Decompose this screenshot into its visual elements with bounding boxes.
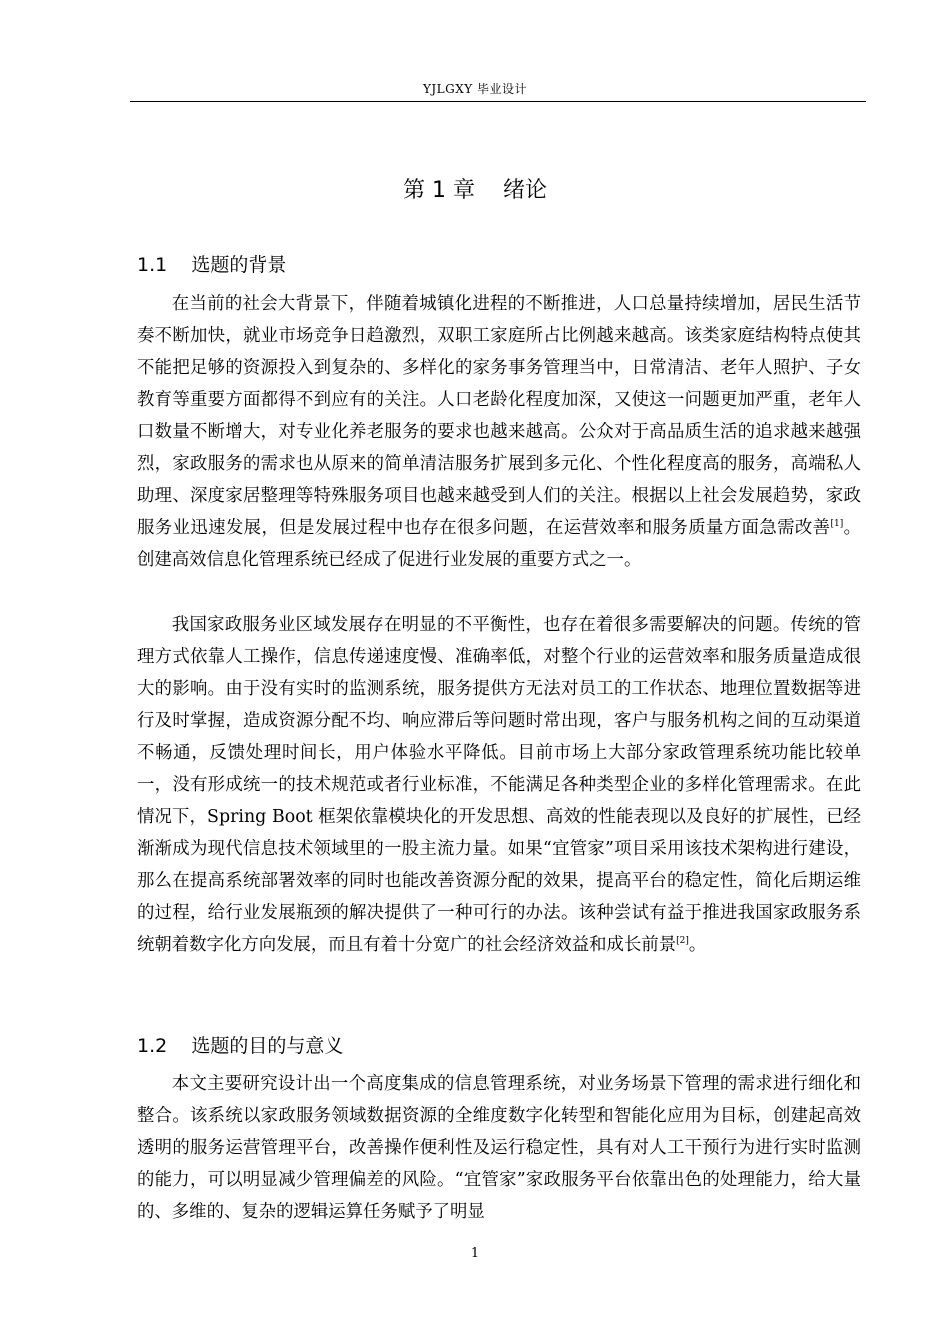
section-title-purpose: 1.2 选题的目的与意义 <box>137 1035 344 1057</box>
running-header: YJLGXY 毕业设计 <box>422 82 528 96</box>
page-number: 1 <box>470 1246 480 1261</box>
paragraph-background-2: 我国家政服务业区域发展存在明显的不平衡性，也存在着很多需要解决的问题。传统的管理方式依靠人工操作，信息传递速度慢、准确率低，对整个行业的运营效率和服务质量造成很大的影响。由于没有实时的监测系统，服务提供方无法对员工的工作状态、地理位置数据等进行及时掌握，造成资源分配不均、响应滞后等问题时常出现，客户与服务机构之间的互动渠道不畅通，反馈处理时间长，用户体验水平降低。目前市场上大部分家政管理系统功能比较单一，没有形成统一的技术规范或者行业标准，不能满足各种类型企业的多样化管理需求。在此情况下，Spring Boot 框架依靠模块化的开发思想、高效的性能表现以及良好的扩展性，已经渐渐成为现代信息技术领域里的一股主流力量。如果“宜管家”项目采用该技术架构进行建设，那么在提高系统部署效率的同时也能改善资源分配的效果，提高平台的稳定性，简化后期运维的过程，给行业发展瓶颈的解决提供了一种可行的办法。该种尝试有益于推进我国家政服务系统朝着数字化方向发展，而且有着十分宽广的社会经济效益和成长前景[2]。 <box>137 615 861 955</box>
section-title-background: 1.1 选题的背景 <box>137 254 287 276</box>
paragraph-purpose-1: 本文主要研究设计出一个高度集成的信息管理系统，对业务场景下管理的需求进行细化和整合。该系统以家政服务领域数据资源的全维度数字化转型和智能化应用为目标，创建起高效透明的服务运营管理平台，改善操作便利性及运行稳定性，具有对人工干预行为进行实时监测的能力，可以明显减少管理偏差的风险。“宜管家”家政服务平台依靠出色的处理能力，给大量的、多维的、复杂的逻辑运算任务赋予了明显 <box>137 1074 861 1222</box>
paragraph-background-1: 在当前的社会大背景下，伴随着城镇化进程的不断推进，人口总量持续增加，居民生活节奏不断加快，就业市场竞争日趋激烈，双职工家庭所占比例越来越高。该类家庭结构特点使其不能把足够的资源投入到复杂的、多样化的家务事务管理当中，日常清洁、老年人照护、子女教育等重要方面都得不到应有的关注。人口老龄化程度加深，又使这一问题更加严重，老年人口数量不断增大，对专业化养老服务的要求也越来越高。公众对于高品质生活的追求越来越强烈，家政服务的需求也从原来的简单清洁服务扩展到多元化、个性化程度高的服务，高端私人助理、深度家居整理等特殊服务项目也越来越受到人们的关注。根据以上社会发展趋势，家政服务业迅速发展，但是发展过程中也存在很多问题，在运营效率和服务质量方面急需改善[1]。创建高效信息化管理系统已经成了促进行业发展的重要方式之一。 <box>137 294 861 570</box>
citation-marker: [2] <box>676 936 689 947</box>
citation-marker: [1] <box>830 519 844 530</box>
header-divider <box>130 101 866 102</box>
chapter-title: 第 1 章 绪论 <box>403 178 547 203</box>
